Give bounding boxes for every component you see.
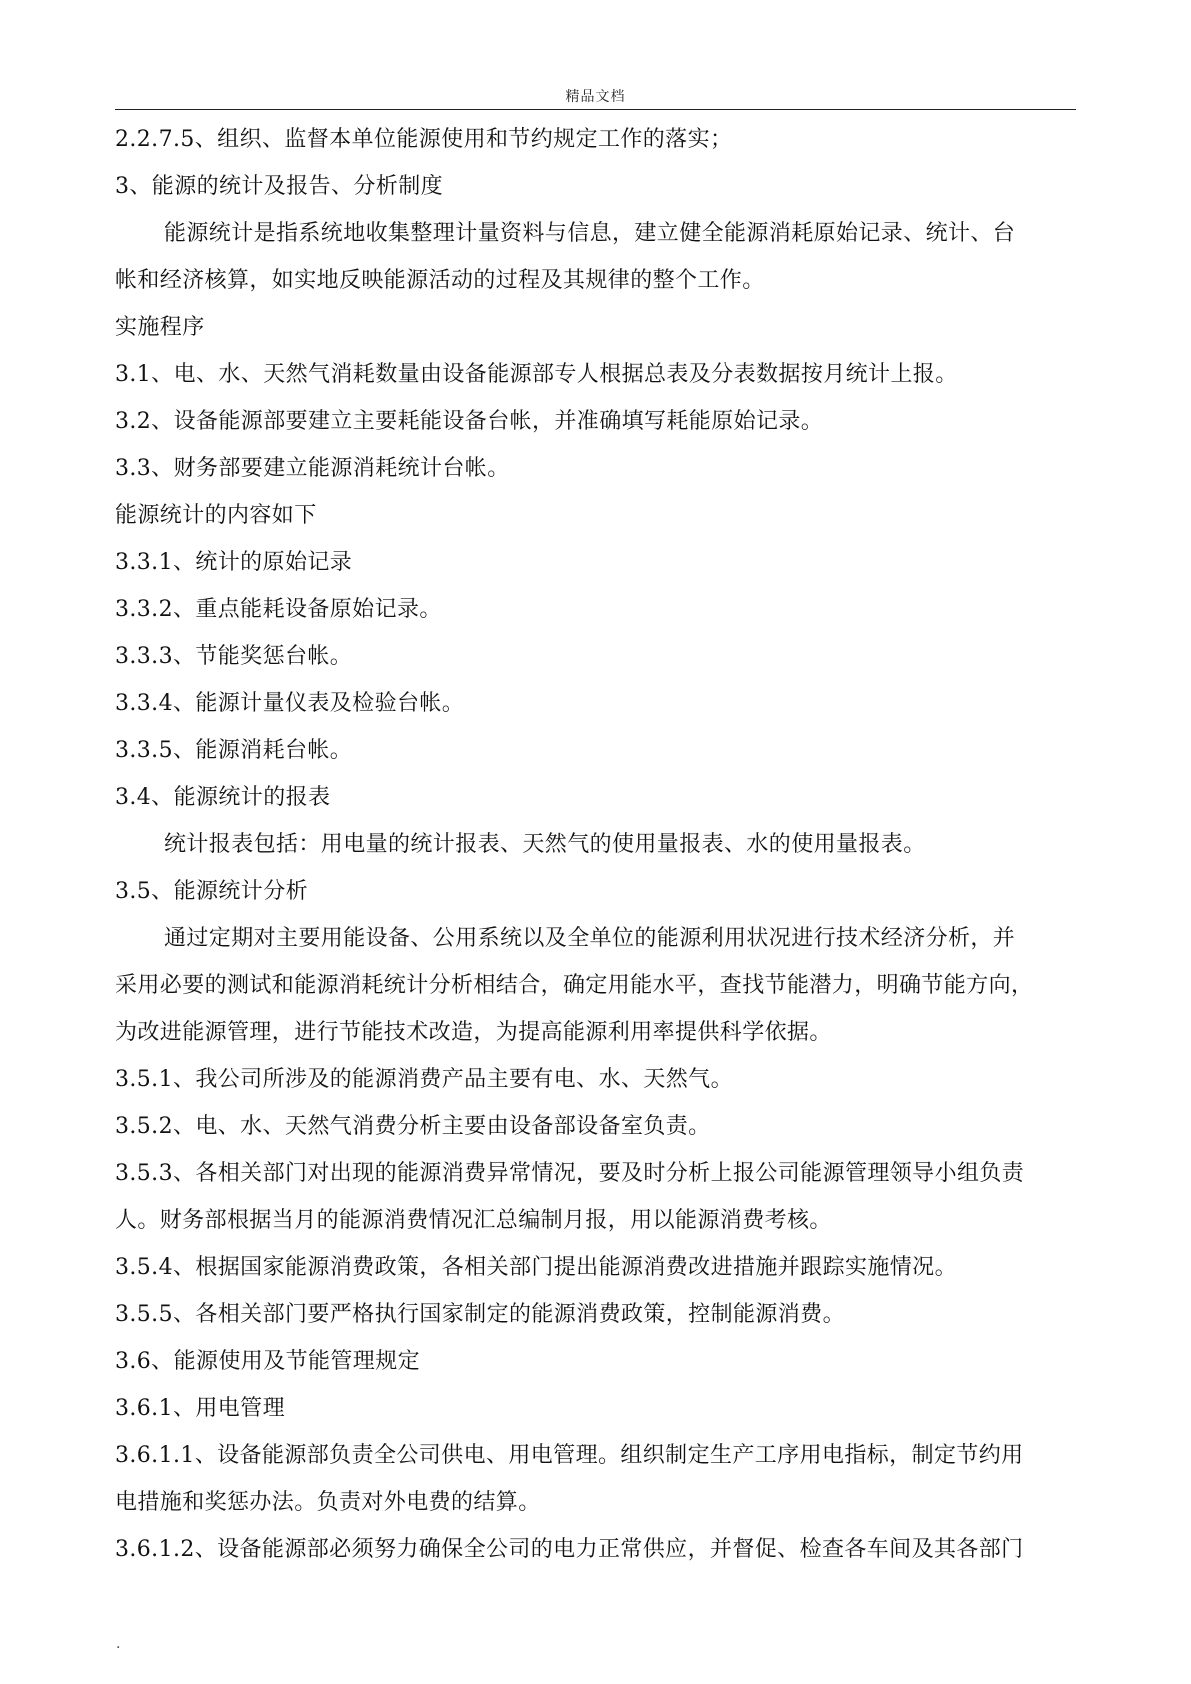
text-line: 3.1、电、水、天然气消耗数量由设备能源部专人根据总表及分表数据按月统计上报。 xyxy=(115,362,958,387)
text-line: 3.5.1、我公司所涉及的能源消费产品主要有电、水、天然气。 xyxy=(115,1067,733,1092)
text-line: 实施程序 xyxy=(115,315,205,340)
text-line: 通过定期对主要用能设备、公用系统以及全单位的能源利用状况进行技术经济分析，并 xyxy=(164,926,1016,951)
text-line: 3.6.1.1、设备能源部负责全公司供电、用电管理。组织制定生产工序用电指标，制定节约用 xyxy=(115,1443,1024,1468)
text-line: 帐和经济核算，如实地反映能源活动的过程及其规律的整个工作。 xyxy=(115,268,765,293)
footer-mark: . xyxy=(116,1636,121,1652)
text-line: 3.5.5、各相关部门要严格执行国家制定的能源消费政策，控制能源消费。 xyxy=(115,1302,845,1327)
text-line: 3.3.3、节能奖惩台帐。 xyxy=(115,644,353,669)
text-line: 3、能源的统计及报告、分析制度 xyxy=(115,174,443,199)
text-line: 统计报表包括：用电量的统计报表、天然气的使用量报表、水的使用量报表。 xyxy=(164,832,926,857)
text-line: 3.6、能源使用及节能管理规定 xyxy=(115,1349,420,1374)
text-line: 3.3.1、统计的原始记录 xyxy=(115,550,353,575)
text-line: 电措施和奖惩办法。负责对外电费的结算。 xyxy=(115,1490,541,1515)
text-line: 能源统计的内容如下 xyxy=(115,503,317,528)
text-line: 3.3.2、重点能耗设备原始记录。 xyxy=(115,597,442,622)
text-line: 3.2、设备能源部要建立主要耗能设备台帐，并准确填写耗能原始记录。 xyxy=(115,409,824,434)
text-line: 3.5.2、电、水、天然气消费分析主要由设备部设备室负责。 xyxy=(115,1114,711,1139)
text-line: 能源统计是指系统地收集整理计量资料与信息，建立健全能源消耗原始记录、统计、台 xyxy=(164,221,1016,246)
text-line: 人。财务部根据当月的能源消费情况汇总编制月报，用以能源消费考核。 xyxy=(115,1208,832,1233)
header-label: 精品文档 xyxy=(565,89,626,105)
header-divider xyxy=(115,109,1076,110)
text-line: 3.3、财务部要建立能源消耗统计台帐。 xyxy=(115,456,510,481)
text-line: 3.6.1.2、设备能源部必须努力确保全公司的电力正常供应，并督促、检查各车间及其各部门 xyxy=(115,1537,1024,1562)
text-line: 2.2.7.5、组织、监督本单位能源使用和节约规定工作的落实； xyxy=(115,127,733,152)
text-line: 3.5.3、各相关部门对出现的能源消费异常情况，要及时分析上报公司能源管理领导小组负责 xyxy=(115,1161,1025,1186)
text-line: 采用必要的测试和能源消耗统计分析相结合，确定用能水平，查找节能潜力，明确节能方向， xyxy=(115,973,1034,998)
text-line: 3.4、能源统计的报表 xyxy=(115,785,331,810)
text-line: 3.5、能源统计分析 xyxy=(115,879,308,904)
document-body xyxy=(115,116,1090,1573)
text-line: 3.6.1、用电管理 xyxy=(115,1396,285,1421)
text-line: 3.5.4、根据国家能源消费政策，各相关部门提出能源消费改进措施并跟踪实施情况。 xyxy=(115,1255,957,1280)
text-line: 为改进能源管理，进行节能技术改造，为提高能源利用率提供科学依据。 xyxy=(115,1020,832,1045)
text-line: 3.3.4、能源计量仪表及检验台帐。 xyxy=(115,691,465,716)
text-line: 3.3.5、能源消耗台帐。 xyxy=(115,738,353,763)
